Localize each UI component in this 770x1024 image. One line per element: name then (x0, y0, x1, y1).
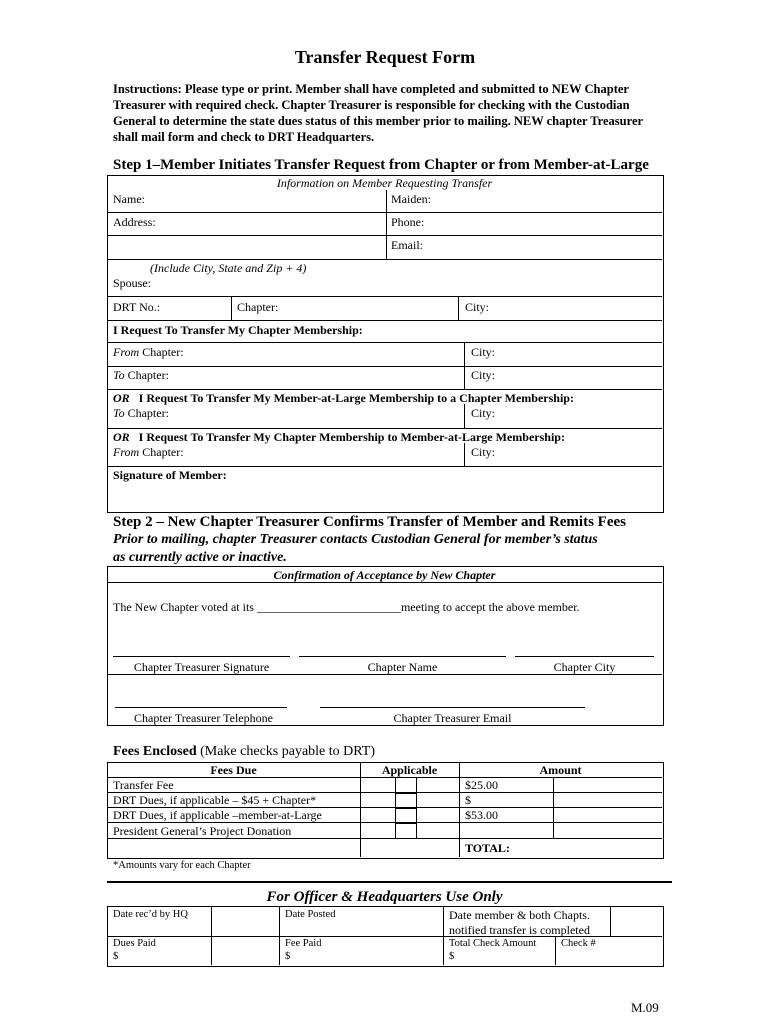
spouse-label: Spouse: (113, 276, 152, 290)
to-word: To (113, 368, 125, 382)
instructions-text: : Please type or print. Member shall have completed and submitted to NEW Chapter Treasurer with required check. Chapter Treasurer is responsible for checking with the Custodian General to determine the state dues status of this member prior to mailing. NEW chapter Treasurer shall mail form and check to DRT Headquarters. (113, 82, 643, 144)
request-mal-to-chapter (113, 391, 574, 406)
fees-footnote: *Amounts vary for each Chapter (113, 860, 251, 871)
treasurer-telephone-label: Chapter Treasurer Telephone (134, 711, 273, 725)
dues-paid-label: Dues Paid (113, 938, 156, 949)
chapter-suffix: Chapter: (139, 445, 184, 459)
fees-heading-bold: Fees Enclosed (113, 744, 197, 759)
signature-label: Signature of Member: (113, 468, 227, 482)
to-word: To (113, 406, 125, 420)
request-chapter-to-mal-text: I Request To Transfer My Chapter Membership to Member-at-Large Membership: (138, 430, 565, 444)
to-chapter-label-2 (113, 406, 169, 421)
total-check-label: Total Check Amount (449, 938, 537, 949)
amount-header: Amount (539, 763, 582, 777)
dues-paid-dollar: $ (113, 951, 119, 962)
maiden-label: Maiden: (391, 192, 431, 206)
step2-heading: Step 2 – New Chapter Treasurer Confirms Transfer of Member and Remits Fees (113, 514, 626, 530)
include-note: (Include City, State and Zip + 4) (150, 261, 307, 275)
to-city-label-2: City: (471, 406, 496, 420)
fee-row-label: President General’s Project Donation (113, 824, 292, 838)
from-city-label-2: City: (471, 445, 496, 459)
from-chapter-label (113, 345, 184, 360)
fee-row-label: DRT Dues, if applicable – $45 + Chapter* (113, 793, 317, 807)
chapter-city-label: Chapter City (553, 660, 616, 674)
date-recd-label: Date rec’d by HQ (113, 909, 188, 920)
instructions-label: Instructions (113, 82, 178, 96)
applicable-checkbox[interactable] (395, 822, 417, 839)
fee-paid-dollar: $ (285, 951, 291, 962)
request-chapter-to-mal (113, 430, 565, 445)
phone-label: Phone: (391, 215, 425, 229)
from-word: From (113, 445, 140, 459)
treasurer-email-label: Chapter Treasurer Email (393, 711, 512, 725)
request-mal-to-chapter-text: I Request To Transfer My Member-at-Large Membership to a Chapter Membership: (138, 391, 574, 405)
to-chapter-label (113, 368, 169, 383)
chapter-name-label: Chapter Name (367, 660, 438, 674)
step1-heading: Step 1–Member Initiates Transfer Request from Chapter or from Member-at-Large (113, 157, 649, 173)
drt-no-label: DRT No.: (113, 300, 161, 314)
step2-subheading-1: Prior to mailing, chapter Treasurer contacts Custodian General for member’s status (113, 532, 598, 547)
office-heading: For Officer & Headquarters Use Only (266, 889, 503, 905)
to-city-label: City: (471, 368, 496, 382)
from-city-label: City: (471, 345, 496, 359)
fees-heading-rest: (Make checks payable to DRT) (196, 744, 375, 759)
fee-row-amount: $25.00 (465, 778, 498, 792)
confirmation-title: Confirmation of Acceptance by New Chapter (273, 568, 496, 582)
treasurer-signature-label: Chapter Treasurer Signature (133, 660, 270, 674)
form-code: M.09 (631, 1000, 659, 1015)
fees-due-header: Fees Due (210, 763, 257, 777)
city-label: City: (465, 300, 490, 314)
total-label: TOTAL: (465, 841, 510, 855)
fee-row-amount: $53.00 (465, 808, 498, 822)
from-word: From (113, 345, 140, 359)
or-word: OR (113, 430, 130, 444)
date-notified-label-1: Date member & both Chapts. (449, 908, 590, 922)
check-no-label: Check # (561, 938, 596, 949)
fee-row-label: DRT Dues, if applicable –member-at-Large (113, 808, 322, 822)
fee-row-label: Transfer Fee (113, 778, 174, 792)
email-label: Email: (391, 238, 423, 252)
instructions (113, 81, 653, 145)
chapter-suffix: Chapter: (124, 406, 169, 420)
chapter-suffix: Chapter: (124, 368, 169, 382)
request-chapter-transfer: I Request To Transfer My Chapter Membership: (113, 323, 363, 337)
date-posted-label: Date Posted (285, 909, 336, 920)
confirmation-box (107, 566, 664, 726)
step2-subheading-2: as currently active or inactive. (113, 550, 287, 565)
total-check-dollar: $ (449, 951, 455, 962)
page-title: Transfer Request Form (294, 47, 476, 67)
from-chapter-label-2 (113, 445, 184, 460)
applicable-header: Applicable (381, 763, 438, 777)
name-label: Name: (113, 192, 145, 206)
chapter-suffix: Chapter: (139, 345, 184, 359)
fee-row-amount: $ (465, 793, 471, 807)
address-label: Address: (113, 215, 156, 229)
fees-heading (113, 744, 375, 760)
step1-subheading: Information on Member Requesting Transfer (276, 176, 493, 190)
chapter-label: Chapter: (237, 300, 279, 314)
or-word: OR (113, 391, 130, 405)
voted-statement: The New Chapter voted at its ________________________meeting to accept the above member. (113, 600, 580, 614)
date-notified-label-2: notified transfer is completed (449, 923, 590, 937)
fee-paid-label: Fee Paid (285, 938, 322, 949)
